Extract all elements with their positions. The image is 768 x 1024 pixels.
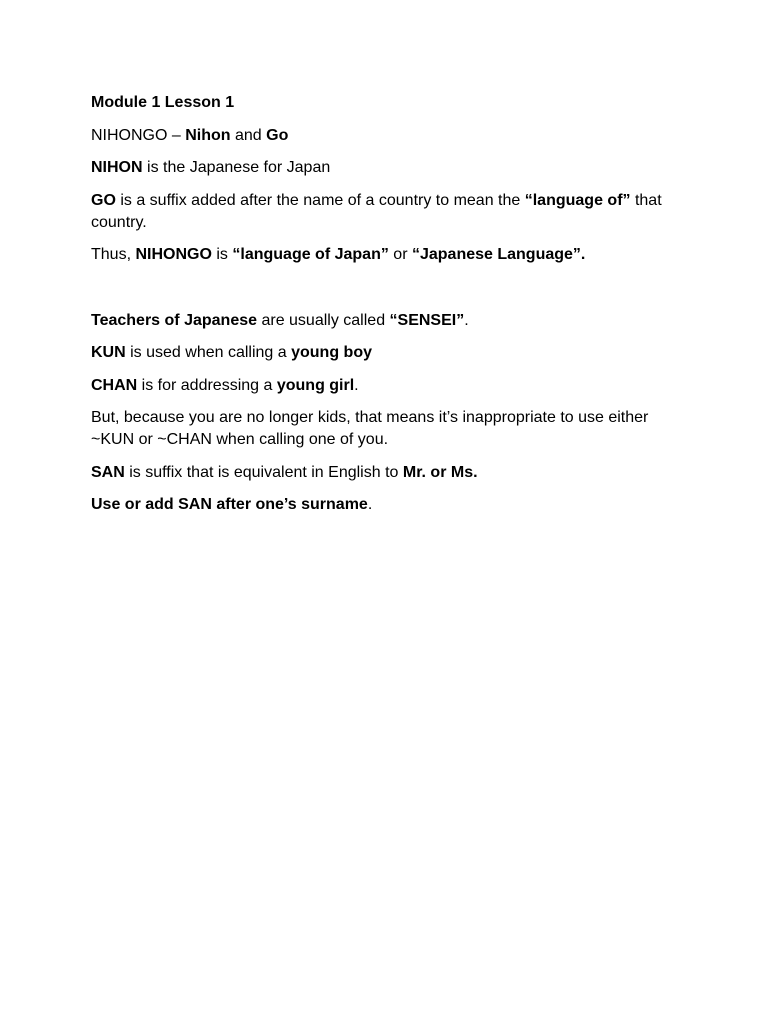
paragraph-chan: CHAN is for addressing a young girl. <box>91 376 359 394</box>
paragraph-but: But, because you are no longer kids, that means it’s inappropriate to use either ~KUN or ~CHAN when calling one of you. <box>91 409 649 448</box>
paragraph-go: GO is a suffix added after the name of a country to mean the “language of” that country. <box>91 191 662 231</box>
paragraph-nihon: NIHON is the Japanese for Japan <box>91 159 331 176</box>
blank-line <box>91 277 691 310</box>
paragraph-nihongo: NIHONGO – Nihon and Go <box>91 126 289 144</box>
paragraph-thus: Thus, NIHONGO is “language of Japan” or “Japanese Language”. <box>91 246 586 263</box>
paragraph-use-san: Use or add SAN after one’s surname. <box>91 496 373 513</box>
page-title: Module 1 Lesson 1 <box>91 94 235 111</box>
paragraph-kun: KUN is used when calling a young boy <box>91 344 372 361</box>
paragraph-san: SAN is suffix that is equivalent in English to Mr. or Ms. <box>91 463 478 481</box>
document-body <box>91 92 691 527</box>
paragraph-teachers: Teachers of Japanese are usually called “SENSEI”. <box>91 311 469 329</box>
